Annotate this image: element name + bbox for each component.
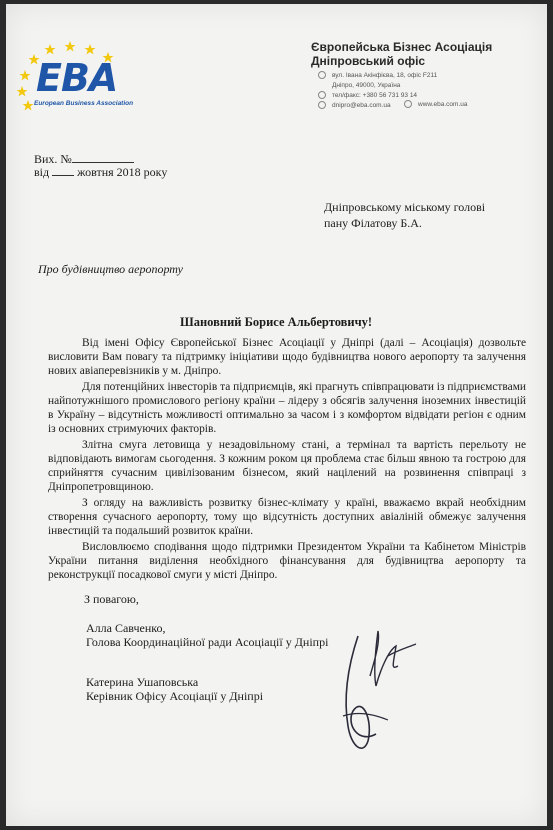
logo-wordmark: EBA: [36, 56, 118, 100]
signatory-2-title: Керівник Офісу Асоціації у Дніпрі: [86, 689, 264, 703]
signatory-1-title: Голова Координаційної ради Асоціації у Дніпрі: [86, 635, 329, 649]
contact-email[interactable]: dnipro@eba.com.ua: [318, 100, 437, 110]
outgoing-number: Вих. №: [34, 152, 134, 166]
paragraph: З огляду на важливість розвитку бізнес-клімату у країні, вважаємо вкрай необхідним створення сучасного аеропорту, тому що відсутність доступних авіаліній обмежує залучення інвестицій та подальший розвиток країни.: [48, 497, 526, 537]
eba-logo: [12, 40, 142, 120]
contact-website[interactable]: www.eba.com.ua: [404, 100, 468, 108]
location-icon: [318, 71, 326, 79]
email-icon: [318, 101, 326, 109]
signatory-2-name: Катерина Ушаповська: [86, 675, 199, 689]
addressee-line-1: Дніпровському міському голові: [324, 200, 486, 214]
contact-phone: тел/факс: +380 56 731 93 14: [318, 90, 437, 100]
paragraph: Висловлюємо сподівання щодо підтримки Президентом України та Кабінетом Міністрів України питання виділення необхідного фінансування для будівництва аеропорту та реконструкції посадкової смуги у місті Дніпро.: [48, 541, 526, 581]
contact-address: вул. Івана Акінфієва, 18, офіс F211: [318, 70, 437, 80]
logo-subtitle: European Business Association: [34, 100, 134, 107]
paragraph: Злітна смуга летовища у незадовільному стані, а термінал та вартість перельоту не відповідають вимогам сьогодення. З кожним роком ця проблема стає більш явною та гострою для сприйняття сучасним цивілізованим бізнесом, який націлений на розвинення співпраці з Дніпропетровщиною.: [48, 439, 526, 493]
letter-subject: Про будівництво аеропорту: [38, 262, 183, 276]
org-name: Європейська Бізнес Асоціація: [311, 40, 493, 54]
handwritten-signature: [318, 616, 438, 766]
paragraph: Для потенційних інвесторів та підприємців, які прагнуть співпрацювати із підприємствами найпотужнішого промислового регіону країни – лідеру з обсягів залучення іноземних інвестицій в Україну – відсутність можливості оптимально за часом і з комфортом відвідати регіон є одним із основних стримуючих факторів.: [48, 381, 526, 435]
contact-city: Дніпро, 49000, Україна: [332, 81, 401, 89]
letter-body: [48, 336, 526, 584]
phone-icon: [318, 91, 326, 99]
org-header: [311, 40, 492, 68]
salutation: Шановний Борисе Альбертовичу!: [180, 315, 373, 329]
signatory-1-name: Алла Савченко,: [86, 621, 166, 635]
letter-page: [6, 4, 547, 826]
closing: З повагою,: [84, 592, 139, 606]
outgoing-date: від жовтня 2018 року: [34, 165, 168, 179]
globe-icon: [404, 100, 412, 108]
org-office: Дніпровський офіс: [311, 54, 426, 68]
paragraph: Від імені Офісу Європейської Бізнес Асоціації у Дніпрі (далі – Асоціація) дозвольте висловити Вам повагу та підтримку ініціативи щодо будівництва нового аеропорту та залучення нових авіаперевізників у м. Дніпро.: [48, 337, 526, 377]
addressee-line-2: пану Філатову Б.А.: [324, 216, 422, 230]
